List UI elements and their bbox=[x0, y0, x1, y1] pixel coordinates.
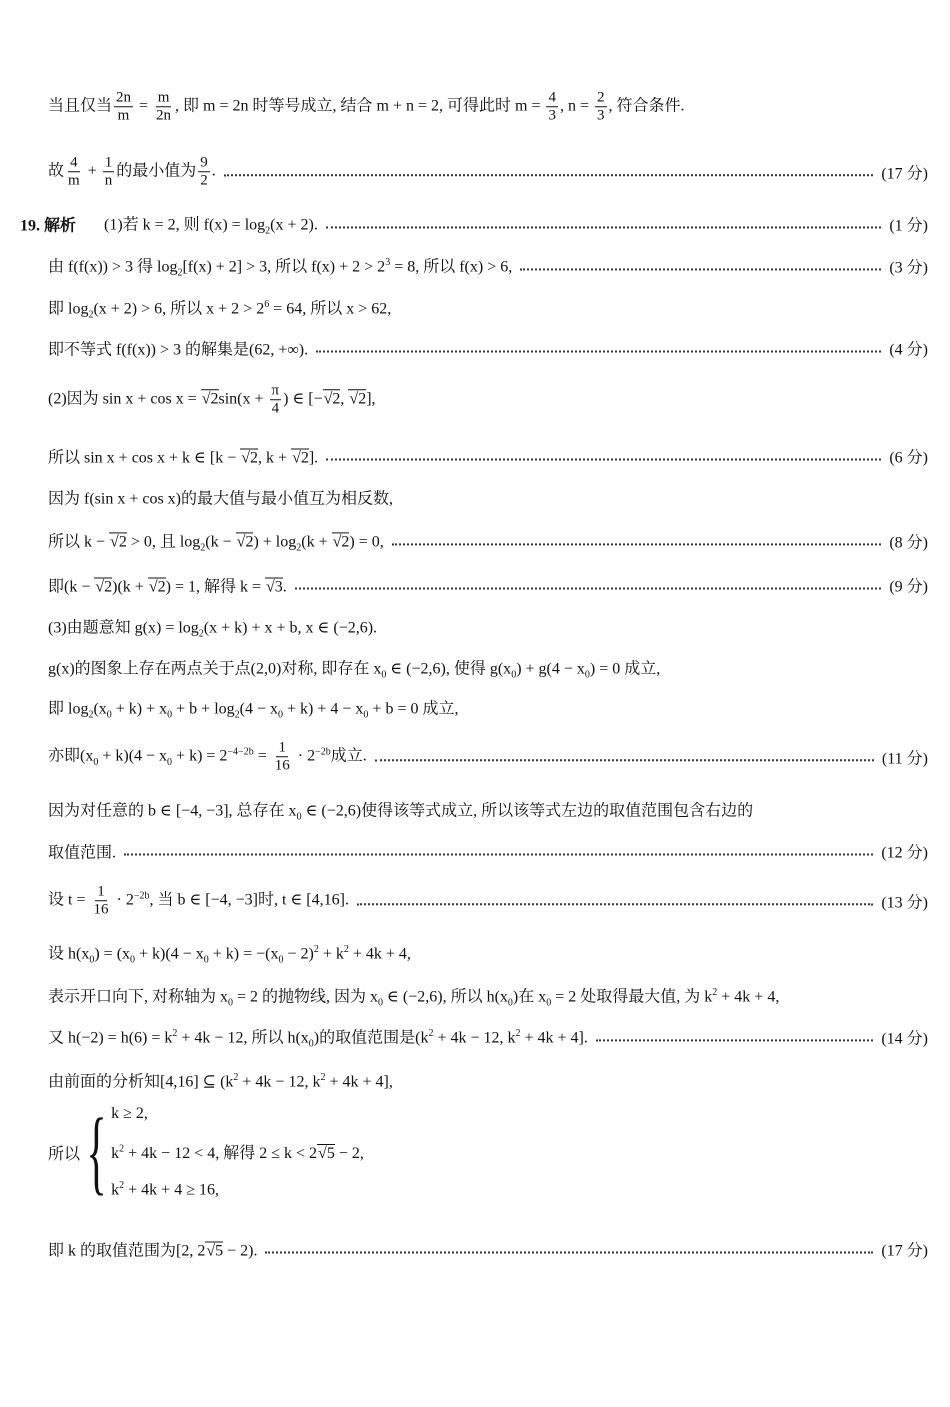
text-run: 即 log bbox=[48, 700, 89, 718]
text-run: − 2) bbox=[283, 945, 314, 963]
text-run: 因为 f(sin x + cos x)的最大值与最小值互为相反数, bbox=[48, 490, 394, 508]
score-marker: (11 分) bbox=[881, 750, 928, 768]
line-content bbox=[48, 840, 116, 863]
text-run: 由前面的分析知[4,16] ⊆ (k bbox=[48, 1073, 234, 1091]
text-run: ∈ (−2,6), 所以 h(x bbox=[383, 988, 508, 1006]
fraction bbox=[103, 154, 115, 190]
superscript: −2b bbox=[315, 746, 331, 758]
denominator: n bbox=[104, 172, 113, 189]
fraction bbox=[198, 154, 210, 190]
dotted-leader bbox=[326, 458, 881, 460]
text-run: , k + bbox=[258, 449, 292, 467]
text-run: + 4k + 4]. bbox=[520, 1029, 588, 1047]
text-run: + 4k + 4], bbox=[325, 1073, 393, 1091]
text-run: ) + g(4 − x bbox=[516, 660, 585, 678]
subscript: 0 bbox=[296, 811, 302, 823]
left-brace: { bbox=[86, 1100, 107, 1205]
text-run: . bbox=[282, 578, 287, 596]
subscript: 0 bbox=[278, 954, 284, 966]
text-run: (x + k) + x + b, x ∈ (−2,6). bbox=[203, 619, 378, 637]
line-content bbox=[48, 695, 458, 720]
superscript: −2b bbox=[133, 890, 150, 902]
text-run: 设 t = bbox=[48, 891, 90, 909]
numerator: 1 bbox=[95, 883, 107, 901]
text-run: 由 f(f(x)) > 3 得 log bbox=[48, 258, 178, 276]
square-root: √ 2 bbox=[236, 532, 254, 550]
subscript: 0 bbox=[167, 756, 173, 768]
line-content bbox=[48, 382, 376, 418]
solution-line bbox=[48, 655, 928, 680]
text-run: [f(x) + 2] > 3, 所以 f(x) + 2 > 2 bbox=[182, 258, 386, 276]
text-run: 又 h(−2) = h(6) = k bbox=[48, 1029, 173, 1047]
text-run: 表示开口向下, 对称轴为 x bbox=[48, 988, 229, 1006]
text-run: + 4k + 4, bbox=[717, 988, 780, 1006]
solution-line bbox=[48, 295, 928, 320]
text-run: (1)若 k = 2, 则 f(x) = log bbox=[104, 216, 266, 234]
text-run: ) + log bbox=[253, 533, 297, 551]
text-run: (3)由题意知 g(x) = log bbox=[48, 619, 199, 637]
text-run: + 4k − 12, k bbox=[238, 1073, 321, 1091]
text-run: k bbox=[111, 1145, 120, 1162]
subscript: 2 bbox=[88, 309, 94, 321]
solution-line bbox=[48, 739, 928, 775]
solution-line bbox=[48, 337, 928, 360]
solution-line bbox=[48, 1069, 928, 1092]
line-content bbox=[48, 89, 685, 125]
text-run: > 0, 且 log bbox=[126, 533, 201, 551]
system-row bbox=[111, 1140, 364, 1163]
square-root: √ 2 bbox=[348, 390, 366, 408]
dotted-leader bbox=[392, 543, 882, 545]
fraction bbox=[66, 154, 82, 190]
text-run: ) = 1, 解得 k = bbox=[165, 578, 265, 596]
line-content bbox=[48, 983, 779, 1008]
score-marker: (17 分) bbox=[881, 1242, 928, 1260]
dotted-leader bbox=[265, 1251, 873, 1253]
square-root: √ 2 bbox=[201, 390, 219, 408]
text-run: ) = 0, bbox=[349, 533, 384, 551]
text-run: , bbox=[340, 390, 349, 408]
score-marker: (9 分) bbox=[889, 578, 928, 596]
line-content bbox=[48, 574, 287, 597]
fraction bbox=[546, 89, 558, 125]
superscript: 2 bbox=[119, 1143, 125, 1155]
numerator: 1 bbox=[103, 154, 115, 172]
superscript: 2 bbox=[313, 944, 319, 956]
score-marker: (17 分) bbox=[881, 165, 928, 183]
line-content bbox=[48, 486, 393, 509]
numerator: 4 bbox=[68, 154, 80, 172]
text-run: (x + 2) > 6, 所以 x + 2 > 2 bbox=[93, 300, 265, 318]
subscript: 0 bbox=[106, 709, 112, 721]
superscript: 6 bbox=[264, 299, 270, 311]
text-run: 取值范围. bbox=[48, 844, 117, 862]
line-content bbox=[48, 797, 753, 822]
score-marker: (1 分) bbox=[889, 217, 928, 235]
text-run: 所以 sin x + cos x + k ∈ [k − bbox=[48, 449, 241, 467]
solution-line bbox=[48, 1024, 928, 1049]
superscript: 2 bbox=[320, 1072, 326, 1084]
text-run: 当且仅当 bbox=[48, 97, 113, 115]
denominator: 2n bbox=[156, 107, 172, 124]
solution-line bbox=[48, 1238, 928, 1261]
text-run: = 64, 所以 x > 62, bbox=[269, 300, 392, 318]
dotted-leader bbox=[326, 226, 882, 228]
subscript: 0 bbox=[511, 669, 517, 681]
solution-line bbox=[48, 89, 928, 125]
numerator: m bbox=[156, 89, 172, 107]
solution-line bbox=[48, 382, 928, 418]
denominator: 16 bbox=[274, 757, 290, 774]
dotted-leader bbox=[375, 759, 874, 761]
square-root: √ 2 bbox=[148, 578, 166, 596]
solution-line bbox=[48, 840, 928, 863]
subscript: 0 bbox=[584, 669, 590, 681]
text-run: = 2 处取得最大值, 为 k bbox=[551, 988, 713, 1006]
superscript: 2 bbox=[172, 1028, 178, 1040]
solution-line bbox=[104, 211, 928, 236]
square-root: √ 2 bbox=[291, 449, 309, 467]
text-run: + k) = −(x bbox=[208, 945, 279, 963]
system-rows bbox=[111, 1105, 364, 1199]
subscript: 2 bbox=[234, 709, 240, 721]
solution-line bbox=[48, 983, 928, 1008]
line-content bbox=[48, 295, 391, 320]
fraction bbox=[114, 89, 133, 125]
text-run: )在 x bbox=[512, 988, 547, 1006]
superscript: 2 bbox=[233, 1072, 239, 1084]
subscript: 0 bbox=[228, 997, 234, 1009]
square-root: √ 3 bbox=[265, 578, 283, 596]
subscript: 0 bbox=[93, 756, 99, 768]
text-run: . bbox=[211, 162, 216, 180]
numerator: 2n bbox=[114, 89, 133, 107]
text-run: = bbox=[253, 747, 271, 765]
subscript: 2 bbox=[200, 542, 206, 554]
text-run: sin(x + bbox=[218, 390, 268, 408]
denominator: m bbox=[68, 172, 80, 189]
text-run: ], bbox=[366, 390, 376, 408]
text-run: 故 bbox=[48, 162, 65, 180]
subscript: 0 bbox=[308, 1038, 314, 1050]
solution-line bbox=[48, 574, 928, 597]
superscript: 2 bbox=[515, 1028, 521, 1040]
text-run: 即 log bbox=[48, 300, 89, 318]
question-label: 19. 解析 bbox=[20, 217, 77, 235]
text-run: − 2). bbox=[223, 1242, 258, 1260]
subscript: 0 bbox=[203, 954, 209, 966]
line-content bbox=[48, 940, 411, 965]
system-row bbox=[111, 1180, 364, 1199]
superscript: 2 bbox=[428, 1028, 434, 1040]
fraction bbox=[270, 382, 282, 418]
dotted-leader bbox=[224, 174, 874, 176]
dotted-leader bbox=[295, 587, 882, 589]
subscript: 0 bbox=[167, 709, 173, 721]
text-run: ∈ (−2,6)使得该等式成立, 所以该等式左边的取值范围包含右边的 bbox=[301, 802, 754, 820]
solution-line bbox=[48, 940, 928, 965]
text-run: , 当 b ∈ [−4, −3]时, t ∈ [4,16]. bbox=[149, 891, 349, 909]
text-run: g(x)的图象上存在两点关于点(2,0)对称, 即存在 x bbox=[48, 660, 382, 678]
square-root: √ 2 bbox=[94, 578, 112, 596]
solution-line bbox=[48, 695, 928, 720]
text-run: + k bbox=[318, 945, 344, 963]
line-content bbox=[48, 739, 367, 775]
solution-line bbox=[48, 614, 928, 639]
solution-line bbox=[48, 528, 928, 553]
system-row bbox=[111, 1105, 364, 1123]
line-content bbox=[48, 883, 349, 919]
fraction bbox=[595, 89, 607, 125]
score-marker: (13 分) bbox=[881, 894, 928, 912]
dotted-leader bbox=[316, 350, 881, 352]
text-run: )的取值范围是(k bbox=[313, 1029, 429, 1047]
subscript: 0 bbox=[381, 669, 387, 681]
text-run: + 4k − 12, k bbox=[433, 1029, 516, 1047]
text-run: k bbox=[111, 1181, 120, 1199]
denominator: 2 bbox=[200, 172, 208, 189]
superscript: 3 bbox=[385, 257, 391, 269]
dotted-leader bbox=[124, 853, 873, 855]
numerator: π bbox=[270, 382, 282, 400]
line-content bbox=[48, 337, 308, 360]
text-run: + k) + 4 − x bbox=[283, 700, 364, 718]
text-run: 设 h(x bbox=[48, 945, 90, 963]
line-content bbox=[48, 655, 660, 680]
fraction bbox=[273, 739, 292, 775]
text-run: k ≥ 2, bbox=[111, 1105, 148, 1122]
inequality-system bbox=[48, 1100, 364, 1205]
solution-line bbox=[48, 486, 928, 509]
fraction bbox=[154, 89, 173, 125]
subscript: 0 bbox=[130, 954, 136, 966]
text-run: 亦即(x bbox=[48, 747, 94, 765]
numerator: 2 bbox=[595, 89, 607, 107]
line-content bbox=[48, 154, 216, 190]
subscript: 2 bbox=[177, 267, 183, 279]
square-root: √ 2 bbox=[332, 532, 350, 550]
score-marker: (12 分) bbox=[881, 844, 928, 862]
text-run: + k) + x bbox=[111, 700, 168, 718]
text-run: − 2, bbox=[334, 1145, 364, 1162]
text-run: 因为对任意的 b ∈ [−4, −3], 总存在 x bbox=[48, 802, 297, 820]
score-marker: (4 分) bbox=[889, 341, 928, 359]
superscript: 2 bbox=[119, 1180, 125, 1191]
text-run: + b = 0 成立, bbox=[368, 700, 459, 718]
score-marker: (8 分) bbox=[889, 534, 928, 552]
text-run: )(k + bbox=[112, 578, 148, 596]
superscript: 2 bbox=[712, 987, 718, 999]
text-run: + 4k − 12, 所以 h(x bbox=[177, 1029, 309, 1047]
fraction bbox=[91, 883, 110, 919]
square-root: √ 5 bbox=[317, 1144, 335, 1162]
text-run: + k)(4 − x bbox=[135, 945, 204, 963]
line-content bbox=[48, 1069, 393, 1092]
text-run: ) ∈ [− bbox=[283, 390, 323, 408]
numerator: 4 bbox=[546, 89, 558, 107]
text-run: 即(k − bbox=[48, 578, 95, 596]
text-run: = bbox=[135, 97, 153, 115]
text-run: (k − bbox=[205, 533, 236, 551]
text-run: (4 − x bbox=[239, 700, 279, 718]
text-run: (x bbox=[93, 700, 107, 718]
text-run: = 8, 所以 f(x) > 6, bbox=[390, 258, 513, 276]
text-run: · 2 bbox=[293, 747, 316, 765]
text-run: (x + 2). bbox=[270, 216, 318, 234]
denominator: 4 bbox=[271, 400, 280, 417]
text-run: 的最小值为 bbox=[116, 162, 197, 180]
text-run: ) = (x bbox=[94, 945, 131, 963]
numerator: 1 bbox=[276, 739, 288, 757]
solution-line bbox=[48, 253, 928, 278]
line-content bbox=[48, 528, 384, 553]
denominator: m bbox=[117, 107, 130, 124]
subscript: 2 bbox=[265, 225, 271, 237]
subscript: 2 bbox=[296, 542, 302, 554]
subscript: 0 bbox=[546, 997, 552, 1009]
subscript: 2 bbox=[198, 628, 204, 640]
superscript: −4−2b bbox=[227, 746, 254, 758]
text-run: = 2 的抛物线, 因为 x bbox=[233, 988, 379, 1006]
solution-line bbox=[48, 445, 928, 468]
system-prefix: 所以 bbox=[48, 1145, 81, 1163]
text-run: 即 k 的取值范围为[2, 2 bbox=[48, 1242, 206, 1260]
text-run: ∈ (−2,6), 使得 g(x bbox=[386, 660, 512, 678]
text-run: 成立. bbox=[330, 747, 367, 765]
solution-line bbox=[48, 797, 928, 822]
solution-line bbox=[48, 883, 928, 919]
text-run: + k) = 2 bbox=[172, 747, 228, 765]
denominator: 3 bbox=[548, 107, 556, 124]
text-run: , 即 m = 2n 时等号成立, 结合 m + n = 2, 可得此时 m = bbox=[175, 97, 545, 115]
line-content bbox=[48, 445, 318, 468]
denominator: 3 bbox=[597, 107, 605, 124]
dotted-leader bbox=[596, 1039, 873, 1041]
text-run: 即不等式 f(f(x)) > 3 的解集是(62, +∞). bbox=[48, 341, 309, 359]
line-content bbox=[48, 614, 377, 639]
text-run: , 符合条件. bbox=[608, 97, 685, 115]
solution-line bbox=[48, 154, 928, 190]
text-run: + 4k + 4, bbox=[348, 945, 411, 963]
subscript: 2 bbox=[88, 709, 94, 721]
square-root: √ 5 bbox=[205, 1242, 223, 1260]
dotted-leader bbox=[357, 903, 873, 905]
square-root: √ 2 bbox=[323, 390, 341, 408]
text-run: · 2 bbox=[112, 891, 134, 909]
text-run: , n = bbox=[559, 97, 594, 115]
square-root: √ 2 bbox=[109, 532, 127, 550]
text-run: + bbox=[83, 162, 101, 180]
subscript: 0 bbox=[363, 709, 369, 721]
numerator: 9 bbox=[198, 154, 210, 172]
score-marker: (3 分) bbox=[889, 259, 928, 277]
text-run: + 4k + 4 ≥ 16, bbox=[124, 1181, 219, 1199]
text-run: ) = 0 成立, bbox=[589, 660, 661, 678]
score-marker: (14 分) bbox=[881, 1030, 928, 1048]
dotted-leader bbox=[520, 268, 881, 270]
text-run: + 4k − 12 < 4, 解得 2 ≤ k < 2 bbox=[124, 1145, 318, 1162]
square-root: √ 2 bbox=[240, 449, 258, 467]
score-marker: (6 分) bbox=[889, 449, 928, 467]
subscript: 0 bbox=[507, 997, 513, 1009]
superscript: 2 bbox=[343, 944, 349, 956]
subscript: 0 bbox=[89, 954, 95, 966]
line-content bbox=[48, 1024, 588, 1049]
text-run: (k + bbox=[301, 533, 332, 551]
text-run: + k)(4 − x bbox=[98, 747, 168, 765]
line-content bbox=[104, 211, 318, 236]
text-run: (2)因为 sin x + cos x = bbox=[48, 390, 201, 408]
denominator: 16 bbox=[93, 901, 109, 918]
text-run: ]. bbox=[308, 449, 319, 467]
text-run: + b + log bbox=[172, 700, 235, 718]
line-content bbox=[48, 253, 512, 278]
subscript: 0 bbox=[378, 997, 384, 1009]
text-run: 所以 k − bbox=[48, 533, 110, 551]
line-content bbox=[48, 1238, 257, 1261]
subscript: 0 bbox=[278, 709, 284, 721]
